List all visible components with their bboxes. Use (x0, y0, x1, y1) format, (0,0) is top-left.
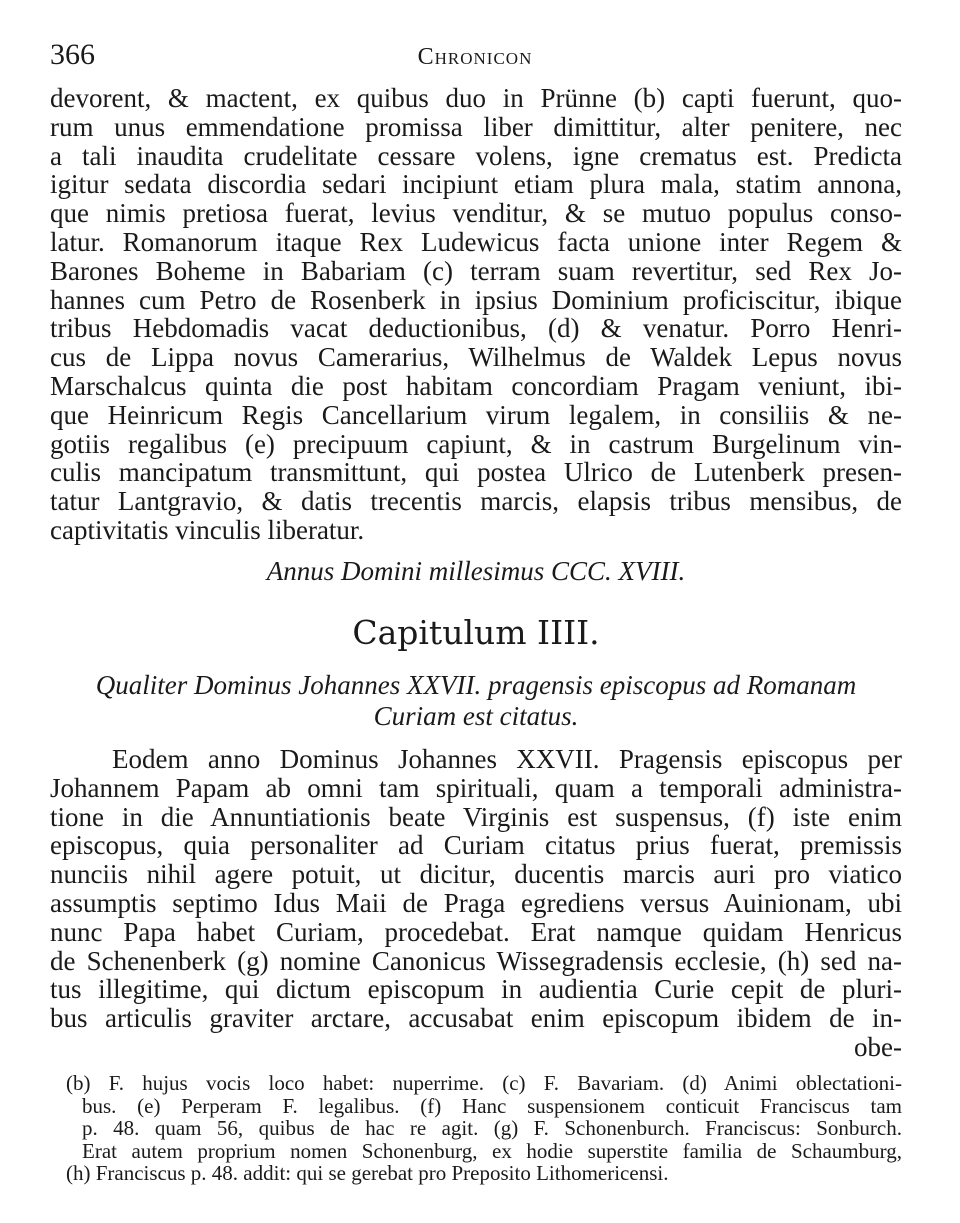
footnote-line: bus. (e) Perperam F. legalibus. (f) Hanc suspensionem conticuit Franciscus tam (82, 1093, 902, 1118)
text-line: tione in die Annuntiationis beate Virginis est suspensus, (f) iste enim (50, 801, 902, 832)
text-line: a tali inaudita crudelitate cessare volens, igne crematus est. Predicta (50, 140, 902, 171)
text-line: bus articulis graviter arctare, accusabat enim episcopum ibidem de in- (50, 1003, 902, 1034)
text-line: latur. Romanorum itaque Rex Ludewicus facta unione inter Regem & (50, 226, 902, 257)
text-line: tus illegitime, qui dictum episcopum in audientia Curie cepit de pluri- (50, 974, 902, 1005)
paragraph-1 (50, 84, 902, 545)
text-line: que Heinricum Regis Cancellarium virum legalem, in consiliis & ne- (50, 399, 902, 430)
text-line: hannes cum Petro de Rosenberk in ipsius Dominium proficiscitur, ibique (50, 284, 902, 315)
text-line: assumptis septimo Idus Maii de Praga egrediens versus Auinionam, ubi (50, 887, 902, 918)
page-number: 366 (50, 38, 95, 71)
text-line: episcopus, quia personaliter ad Curiam citatus prius fuerat, premissis (50, 830, 902, 861)
chapter-caption (50, 670, 902, 732)
footnote-line: (h) Franciscus p. 48. addit: qui se gerebat pro Preposito Lithomericensi. (66, 1161, 669, 1185)
footnotes (66, 1072, 902, 1185)
footnote-line: p. 48. quam 56, quibus de hac re agit. (g) F. Schonenburch. Franciscus: Sonburch. (82, 1116, 902, 1140)
text-line: captivitatis vinculis liberatur. (50, 514, 365, 545)
running-head: Chronicon (417, 44, 533, 70)
caption-line: Qualiter Dominus Johannes XXVII. pragensis episcopus ad Romanam (95, 670, 857, 700)
text-line: nunc Papa habet Curiam, procedebat. Erat namque quidam Henricus (50, 916, 902, 947)
text-line: Johannem Papam ab omni tam spirituali, quam a temporali administra- (50, 772, 902, 803)
text-line: rum unus emmendatione promissa liber dimittitur, alter penitere, nec (50, 111, 902, 142)
text-line: cus de Lippa novus Camerarius, Wilhelmus de Waldek Lepus novus (50, 342, 902, 373)
paragraph-2 (50, 745, 902, 1062)
text-line: Eodem anno Dominus Johannes XXVII. Pragensis episcopus per (112, 744, 902, 774)
page-header (50, 38, 900, 78)
catchword: obe- (854, 1031, 902, 1062)
text-line: culis mancipatum transmittunt, qui postea Ulrico de Lutenberk presen- (50, 457, 902, 488)
text-line: gotiis regalibus (e) precipuum capiunt, & in castrum Burgelinum vin- (50, 428, 902, 459)
year-heading: Annus Domini millesimus CCC. XVIII. (266, 556, 686, 586)
text-line: tatur Lantgravio, & datis trecentis marcis, elapsis tribus mensibus, de (50, 486, 902, 517)
chapter-heading: Capitulum IIII. (352, 613, 600, 652)
text-line: devorent, & mactent, ex quibus duo in Prünne (b) capti fuerunt, quo- (50, 83, 902, 113)
text-line: de Schenenberk (g) nomine Canonicus Wissegradensis ecclesie, (h) sed na- (50, 945, 902, 976)
text-line: que nimis pretiosa fuerat, levius venditur, & se mutuo populus conso- (50, 198, 902, 229)
text-line: igitur sedata discordia sedari incipiunt etiam plura mala, statim annona, (50, 169, 902, 200)
text-line: Barones Boheme in Babariam (c) terram suam revertitur, sed Rex Jo- (50, 255, 902, 286)
text-line: nunciis nihil agere potuit, ut dicitur, ducentis marcis auri pro viatico (50, 859, 902, 890)
caption-line: Curiam est citatus. (373, 701, 579, 731)
footnote-line: (b) F. hujus vocis loco habet: nuperrime. (c) F. Bavariam. (d) Animi oblectationi- (66, 1071, 902, 1095)
footnote-line: Erat autem proprium nomen Schonenburg, ex hodie superstite familia de Schaumburg, (82, 1138, 902, 1163)
text-line: tribus Hebdomadis vacat deductionibus, (d) & venatur. Porro Henri- (50, 313, 902, 344)
text-line: Marschalcus quinta die post habitam concordiam Pragam veniunt, ibi- (50, 370, 902, 401)
